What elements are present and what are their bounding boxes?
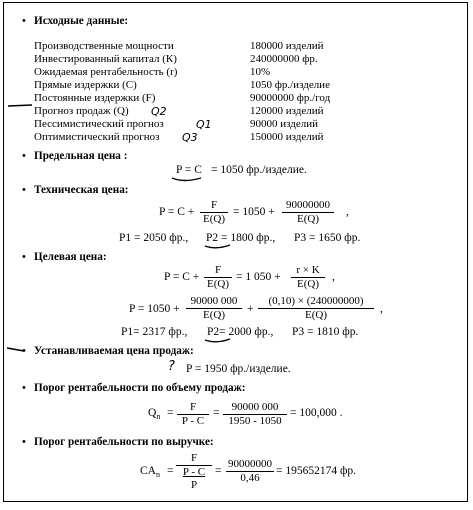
formula-text: + [247, 303, 254, 315]
fraction: 90000000 0,46 [228, 458, 272, 484]
handwritten-note: Q3 [182, 131, 198, 144]
input-value: 90000 изделий [250, 118, 319, 130]
result-p3: P3 = 1810 фр. [292, 326, 359, 338]
margin-dash-mark [7, 348, 24, 351]
formula-text: = [213, 407, 220, 419]
input-value: 120000 изделий [250, 105, 324, 117]
formula-result: = 195652174 фр. [276, 465, 357, 477]
result-p2: P2= 2000 фр., [207, 326, 274, 338]
result-p1: P1= 2317 фр., [121, 326, 188, 338]
handwritten-note: Q1 [196, 118, 212, 131]
bullet: • [22, 345, 26, 357]
result-p3: P3 = 1650 фр. [294, 232, 361, 244]
formula-text: = [215, 465, 222, 477]
underline-mark [205, 339, 230, 342]
formula-text: P = C + [159, 206, 195, 218]
section-title-set-price: Устанавливаемая цена продаж: [34, 345, 194, 357]
input-label: Прямые издержки (С) [34, 79, 137, 91]
handwritten-ink-marks [4, 3, 469, 503]
fraction: F P - C [177, 401, 209, 428]
formula-text: = 1050 + [233, 206, 275, 218]
fraction: r × K E(Q) [291, 264, 325, 291]
result-p2: P2 = 1800 фр., [206, 232, 276, 244]
input-label: Постоянные издержки (F) [34, 92, 156, 104]
margin-dash-mark [8, 105, 32, 106]
underline-mark [205, 245, 230, 248]
formula-result: = 100,000 . [290, 407, 343, 419]
formula-set-price: P = 1950 фр./изделие. [186, 363, 291, 375]
formula-text: P = C + [164, 271, 200, 283]
formula-text: , [332, 271, 335, 283]
formula-marginal-rhs: = 1050 фр./изделие. [211, 164, 307, 176]
formula-text: $Q_n$ [148, 407, 161, 421]
input-label: Пессимистический прогноз [34, 118, 164, 130]
input-value: 150000 изделий [250, 131, 324, 143]
input-label: Прогноз продаж (Q) [34, 105, 129, 117]
bullet: • [22, 150, 26, 162]
input-value: 240000000 фр. [250, 53, 318, 65]
formula-text: = [167, 407, 174, 419]
formula-text: = [167, 465, 174, 477]
formula-text: , [346, 206, 349, 218]
bullet: • [22, 184, 26, 196]
fraction: F E(Q) [204, 264, 232, 291]
fraction: 90000000 E(Q) [282, 199, 334, 226]
fraction: (0,10) × (240000000) E(Q) [258, 295, 374, 322]
bullet: • [22, 436, 26, 448]
input-value: 90000000 фр./год [250, 92, 331, 104]
section-title-marginal: Предельная цена : [34, 150, 128, 162]
input-label: Ожидаемая рентабельность (r) [34, 66, 178, 78]
input-value: 10% [250, 66, 271, 78]
fraction: F E(Q) [200, 199, 228, 226]
bullet: • [22, 15, 26, 27]
section-title-breakeven-revenue: Порог рентабельности по выручке: [34, 436, 214, 448]
input-label: Производственные мощности [34, 40, 174, 52]
input-label: Инвестированный капитал (К) [34, 53, 177, 65]
formula-marginal-lhs: P = C [176, 164, 202, 176]
input-label: Оптимистический прогноз [34, 131, 160, 143]
compound-fraction: F P - C P [176, 452, 212, 492]
input-value: 180000 изделий [250, 40, 324, 52]
fraction: 90000 000 E(Q) [186, 295, 242, 322]
underline-mark [172, 178, 201, 181]
formula-text: , [380, 303, 383, 315]
formula-text: $CA_n$ [140, 465, 160, 479]
bullet: • [22, 382, 26, 394]
fraction: 90000 000 1950 - 1050 [223, 401, 287, 428]
handwritten-question-mark: ? [168, 359, 175, 374]
bullet: • [22, 251, 26, 263]
section-title-breakeven-volume: Порог рентабельности по объему продаж: [34, 382, 246, 394]
handwritten-note: Q2 [151, 105, 167, 118]
section-title-input: Исходные данные: [34, 15, 129, 27]
formula-text: = 1 050 + [236, 271, 281, 283]
section-title-target: Целевая цена: [34, 251, 107, 263]
document-page [3, 2, 468, 502]
formula-text: P = 1050 + [129, 303, 180, 315]
section-title-technical: Техническая цена: [34, 184, 129, 196]
input-value: 1050 фр./изделие [250, 79, 330, 91]
result-p1: P1 = 2050 фр., [119, 232, 189, 244]
